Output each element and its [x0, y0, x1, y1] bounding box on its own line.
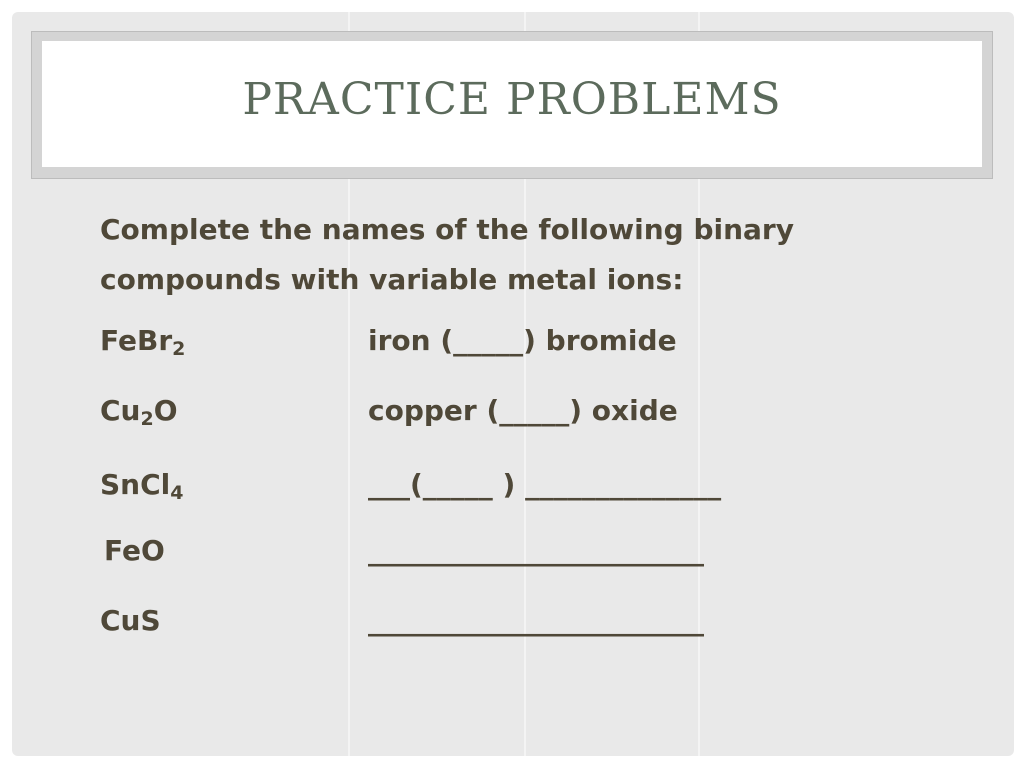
name-blank-2: copper (_____) oxide — [368, 394, 678, 427]
slide — [12, 12, 1014, 756]
formula-base: FeO — [104, 534, 165, 567]
formula-feo — [104, 534, 165, 567]
name-blank-3: ___(_____ ) ______________ — [368, 468, 722, 501]
name-blank-5: ________________________ — [368, 604, 704, 637]
instructions-line-1: Complete the names of the following binary — [100, 213, 794, 246]
formula-base: SnCl — [100, 468, 171, 501]
title-panel — [42, 41, 982, 167]
slide-title: PRACTICE PROBLEMS — [242, 73, 782, 125]
formula-subscript: 2 — [140, 408, 154, 430]
formula-tail: O — [153, 394, 178, 427]
name-blank-1: iron (_____) bromide — [368, 324, 677, 357]
instructions — [100, 205, 794, 305]
formula-subscript: 2 — [172, 338, 186, 360]
instructions-line-2: compounds with variable metal ions: — [100, 263, 684, 296]
formula-base: Cu — [100, 394, 141, 427]
formula-subscript: 4 — [170, 482, 184, 504]
name-blank-4: ________________________ — [368, 534, 704, 567]
formula-base: CuS — [100, 604, 161, 637]
title-frame — [31, 31, 993, 179]
formula-cu2o — [100, 394, 178, 430]
formula-cus — [100, 604, 161, 637]
formula-sncl4 — [100, 468, 184, 504]
formula-febr2 — [100, 324, 186, 360]
formula-base: FeBr — [100, 324, 173, 357]
